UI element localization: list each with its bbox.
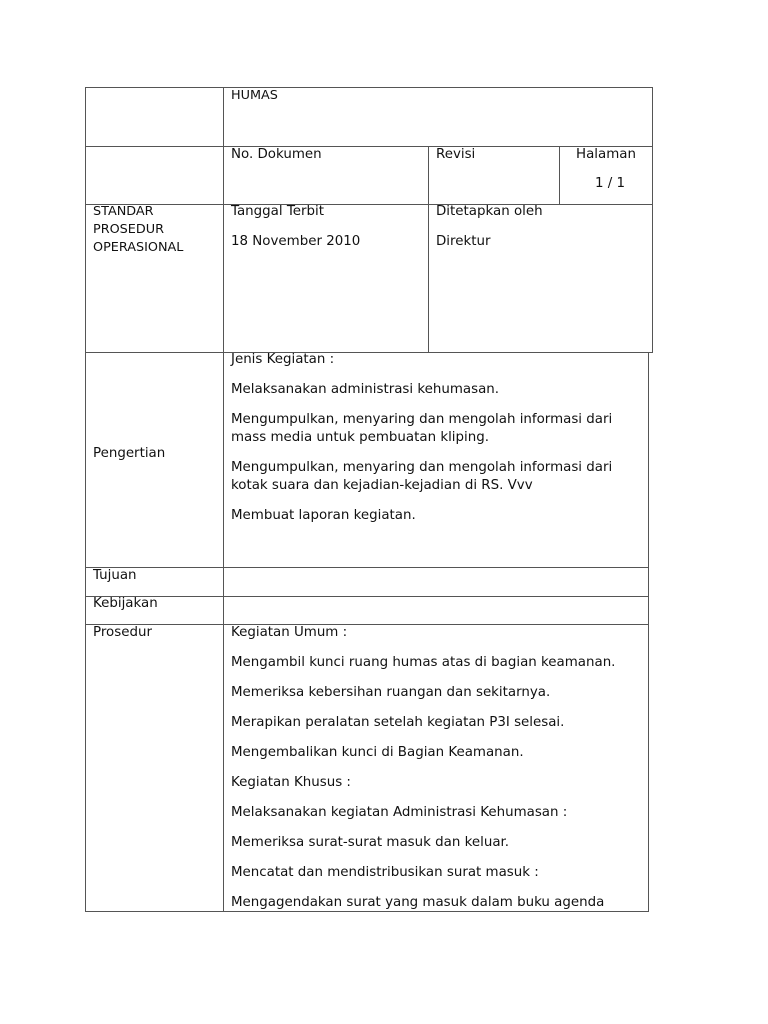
table-rule bbox=[85, 352, 653, 353]
pengertian-line: Melaksanakan administrasi kehumasan. bbox=[231, 382, 500, 397]
prosedur-label: Prosedur bbox=[93, 625, 152, 640]
table-border-right bbox=[648, 352, 649, 912]
pengertian-line: Membuat laporan kegiatan. bbox=[231, 508, 416, 523]
kebijakan-label: Kebijakan bbox=[93, 596, 158, 611]
table-rule bbox=[85, 146, 653, 147]
table-rule bbox=[559, 146, 560, 204]
tanggal-terbit-value: 18 November 2010 bbox=[231, 234, 361, 249]
table-rule bbox=[85, 624, 649, 625]
tujuan-label: Tujuan bbox=[93, 568, 137, 583]
prosedur-line: Memeriksa kebersihan ruangan dan sekitarnya. bbox=[231, 685, 551, 700]
ditetapkan-label: Ditetapkan oleh bbox=[436, 204, 543, 219]
table-rule bbox=[223, 87, 224, 912]
pengertian-line: kotak suara dan kejadian-kejadian di RS. Vvv bbox=[231, 478, 533, 493]
pengertian-line: Mengumpulkan, menyaring dan mengolah informasi dari bbox=[231, 412, 613, 427]
sop-title-line: PROSEDUR bbox=[93, 222, 165, 237]
sop-title-line: OPERASIONAL bbox=[93, 240, 184, 255]
halaman-label: Halaman bbox=[576, 147, 636, 162]
table-border-right bbox=[652, 87, 653, 353]
prosedur-line: Mengambil kunci ruang humas atas di bagian keamanan. bbox=[231, 655, 616, 670]
prosedur-line: Kegiatan Khusus : bbox=[231, 775, 351, 790]
table-rule bbox=[428, 146, 429, 352]
pengertian-label: Pengertian bbox=[93, 446, 166, 461]
sop-title-line: STANDAR bbox=[93, 204, 154, 219]
tanggal-terbit-label: Tanggal Terbit bbox=[231, 204, 324, 219]
table-rule bbox=[85, 204, 653, 205]
no-dokumen-label: No. Dokumen bbox=[231, 147, 322, 162]
revisi-label: Revisi bbox=[436, 147, 476, 162]
pengertian-line: mass media untuk pembuatan kliping. bbox=[231, 430, 489, 445]
prosedur-line: Kegiatan Umum : bbox=[231, 625, 348, 640]
ditetapkan-value: Direktur bbox=[436, 234, 491, 249]
prosedur-line: Merapikan peralatan setelah kegiatan P3I selesai. bbox=[231, 715, 565, 730]
prosedur-line: Mengembalikan kunci di Bagian Keamanan. bbox=[231, 745, 524, 760]
prosedur-line: Melaksanakan kegiatan Administrasi Kehumasan : bbox=[231, 805, 568, 820]
table-border-top bbox=[85, 87, 653, 88]
pengertian-line: Jenis Kegiatan : bbox=[231, 352, 335, 367]
prosedur-line: Mencatat dan mendistribusikan surat masuk : bbox=[231, 865, 539, 880]
table-border-left bbox=[85, 87, 86, 912]
pengertian-line: Mengumpulkan, menyaring dan mengolah informasi dari bbox=[231, 460, 613, 475]
prosedur-line: Mengagendakan surat yang masuk dalam buku agenda bbox=[231, 895, 605, 910]
prosedur-line: Memeriksa surat-surat masuk dan keluar. bbox=[231, 835, 510, 850]
unit-name: HUMAS bbox=[231, 88, 278, 103]
table-rule bbox=[85, 567, 649, 568]
table-rule bbox=[85, 596, 649, 597]
halaman-value: 1 / 1 bbox=[595, 176, 626, 191]
